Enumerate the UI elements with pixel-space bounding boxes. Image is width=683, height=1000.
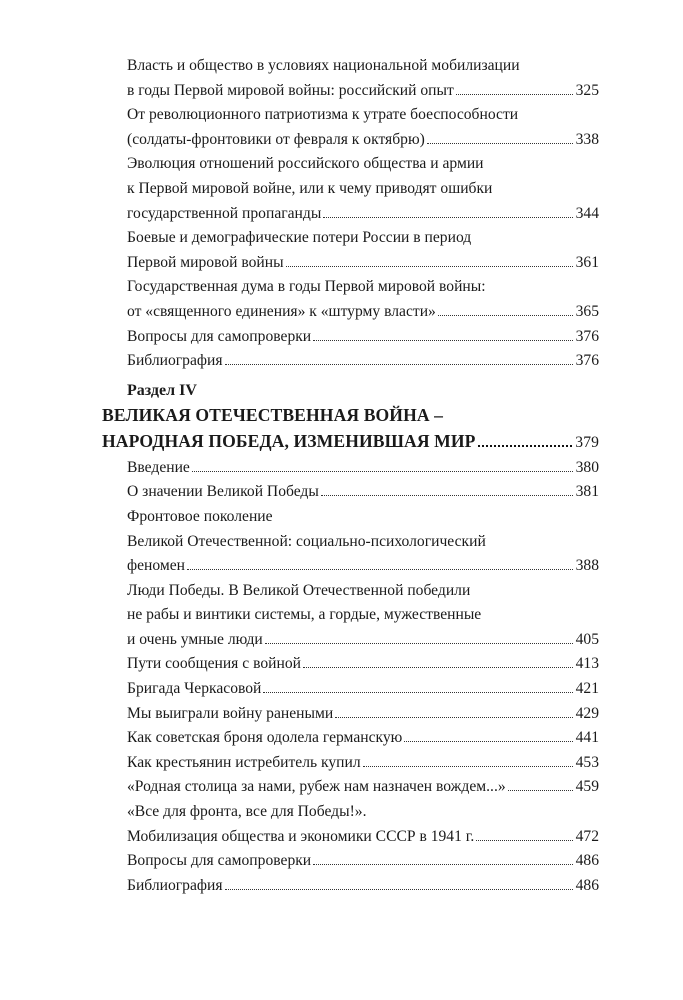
page-number: 380 xyxy=(575,458,599,476)
toc-entry-line: к Первой мировой войне, или к чему приводят ошибки xyxy=(127,179,493,197)
toc-entry-title: от «священного единения» к «штурму власти» xyxy=(127,302,436,320)
section-title-line: НАРОДНАЯ ПОБЕДА, ИЗМЕНИВШАЯ МИР xyxy=(102,430,476,451)
dot-leader xyxy=(323,217,572,218)
toc-entry-last-line xyxy=(127,349,599,374)
toc-entry-last-line xyxy=(127,456,599,481)
dot-leader xyxy=(265,643,573,644)
toc-entry-line: От революционного патриотизма к утрате боеспособности xyxy=(127,106,519,124)
toc-entry xyxy=(127,103,599,152)
toc-part-3-entries xyxy=(102,54,599,374)
dot-leader xyxy=(508,790,573,791)
toc-entry-last-line xyxy=(127,726,599,751)
toc-part-4-entries xyxy=(102,456,599,899)
toc-entry-last-line xyxy=(127,751,599,776)
toc-entry-last-line xyxy=(127,652,599,677)
toc-entry-last-line xyxy=(127,628,599,653)
toc-entry-last-line xyxy=(127,874,599,899)
page-number: 376 xyxy=(575,327,599,345)
dot-leader xyxy=(363,766,573,767)
page-number: 486 xyxy=(575,876,599,894)
section-title xyxy=(102,402,599,456)
toc-entry-last-line xyxy=(127,202,599,227)
toc-entry-title: Мобилизация общества и экономики СССР в 1941 г. xyxy=(127,827,475,845)
toc-entry-last-line xyxy=(127,251,599,276)
dot-leader xyxy=(456,94,573,95)
toc-entry-line: Великой Отечественной: социально-психологический xyxy=(127,532,486,550)
toc-entry-title: О значении Великой Победы xyxy=(127,483,319,501)
toc-entry xyxy=(127,152,599,226)
toc-entry-title: Библиография xyxy=(127,876,223,894)
toc-entry xyxy=(127,480,599,505)
toc-entry xyxy=(127,505,599,579)
toc-entry xyxy=(127,677,599,702)
page-number: 486 xyxy=(575,852,599,870)
dot-leader xyxy=(192,471,573,472)
toc-entry-last-line xyxy=(127,825,599,850)
toc-entry xyxy=(127,726,599,751)
page-number: 388 xyxy=(575,557,599,575)
toc-entry-last-line xyxy=(127,702,599,727)
toc-entry xyxy=(127,579,599,653)
toc-entry-title: Введение xyxy=(127,458,190,476)
page-number: 453 xyxy=(575,753,599,771)
toc-entry-title: «Родная столица за нами, рубеж нам назначен вождем...» xyxy=(127,778,506,796)
toc-entry-line: не рабы и винтики системы, а гордые, мужественные xyxy=(127,606,482,624)
toc-entry-title: и очень умные люди xyxy=(127,630,263,648)
section-title-line: ВЕЛИКАЯ ОТЕЧЕСТВЕННАЯ ВОЙНА – xyxy=(102,404,444,425)
toc-entry xyxy=(127,652,599,677)
toc-entry xyxy=(127,54,599,103)
table-of-contents xyxy=(102,54,599,898)
toc-entry xyxy=(127,751,599,776)
toc-entry xyxy=(127,275,599,324)
toc-entry xyxy=(127,349,599,374)
page-number: 421 xyxy=(575,680,599,698)
toc-entry-line: «Все для фронта, все для Победы!». xyxy=(127,803,367,821)
toc-entry-line: Фронтовое поколение xyxy=(127,507,273,525)
toc-entry-last-line xyxy=(127,775,599,800)
toc-entry xyxy=(127,456,599,481)
toc-entry-last-line xyxy=(127,300,599,325)
page-number: 405 xyxy=(575,630,599,648)
page-number: 376 xyxy=(575,352,599,370)
dot-leader xyxy=(427,143,573,144)
toc-entry-title: Мы выиграли войну ранеными xyxy=(127,704,334,722)
toc-entry xyxy=(127,226,599,275)
dot-leader xyxy=(286,266,573,267)
page-number: 441 xyxy=(575,729,599,747)
toc-entry-last-line xyxy=(127,128,599,153)
dot-leader xyxy=(478,445,572,447)
toc-entry-title: Пути сообщения с войной xyxy=(127,655,301,673)
page-number: 344 xyxy=(575,204,599,222)
dot-leader xyxy=(225,364,573,365)
dot-leader xyxy=(187,569,573,570)
toc-entry-last-line xyxy=(127,325,599,350)
section-label: Раздел IV xyxy=(127,381,197,399)
dot-leader xyxy=(321,495,573,496)
dot-leader xyxy=(438,315,573,316)
toc-entry-line: Боевые и демографические потери России в период xyxy=(127,229,472,247)
page-number: 459 xyxy=(575,778,599,796)
toc-entry-title: Вопросы для самопроверки xyxy=(127,327,312,345)
dot-leader xyxy=(225,889,573,890)
toc-entry-title: Как крестьянин истребитель купил xyxy=(127,753,361,771)
dot-leader xyxy=(335,717,572,718)
toc-entry-line: Люди Победы. В Великой Отечественной победили xyxy=(127,581,471,599)
toc-entry-line: Государственная дума в годы Первой мировой войны: xyxy=(127,278,486,296)
page-number: 338 xyxy=(575,130,599,148)
toc-entry-line: Власть и общество в условиях национальной мобилизации xyxy=(127,57,520,74)
toc-entry-last-line xyxy=(127,677,599,702)
page-number: 413 xyxy=(575,655,599,673)
toc-entry-title: Бригада Черкасовой xyxy=(127,680,262,698)
toc-entry xyxy=(127,702,599,727)
dot-leader xyxy=(303,667,573,668)
toc-entry xyxy=(127,325,599,350)
toc-entry-last-line xyxy=(127,79,599,104)
toc-entry-title: феномен xyxy=(127,557,186,575)
toc-entry-title: государственной пропаганды xyxy=(127,204,322,222)
toc-entry xyxy=(127,874,599,899)
toc-entry xyxy=(127,800,599,849)
toc-entry-title: (солдаты-фронтовики от февраля к октябрю) xyxy=(127,130,425,148)
toc-entry xyxy=(127,849,599,874)
dot-leader xyxy=(263,692,572,693)
toc-entry xyxy=(127,775,599,800)
toc-entry-last-line xyxy=(127,554,599,579)
page-number: 381 xyxy=(575,483,599,501)
page-number: 472 xyxy=(575,827,599,845)
page-number: 361 xyxy=(575,253,599,271)
toc-entry-title: Как советская броня одолела германскую xyxy=(127,729,403,747)
page-number: 365 xyxy=(575,302,599,320)
dot-leader xyxy=(476,840,572,841)
toc-entry-line: Эволюция отношений российского общества и армии xyxy=(127,155,484,173)
toc-entry-title: в годы Первой мировой войны: российский опыт xyxy=(127,81,454,99)
toc-entry-title: Библиография xyxy=(127,352,223,370)
dot-leader xyxy=(313,340,572,341)
toc-entry-title: Первой мировой войны xyxy=(127,253,284,271)
dot-leader xyxy=(313,864,572,865)
section-title-last-line xyxy=(102,428,599,456)
toc-entry-last-line xyxy=(127,480,599,505)
page-number: 429 xyxy=(575,704,599,722)
page-number: 325 xyxy=(575,81,599,99)
toc-entry-last-line xyxy=(127,849,599,874)
page-number: 379 xyxy=(575,433,599,451)
toc-entry-title: Вопросы для самопроверки xyxy=(127,852,312,870)
dot-leader xyxy=(404,741,572,742)
